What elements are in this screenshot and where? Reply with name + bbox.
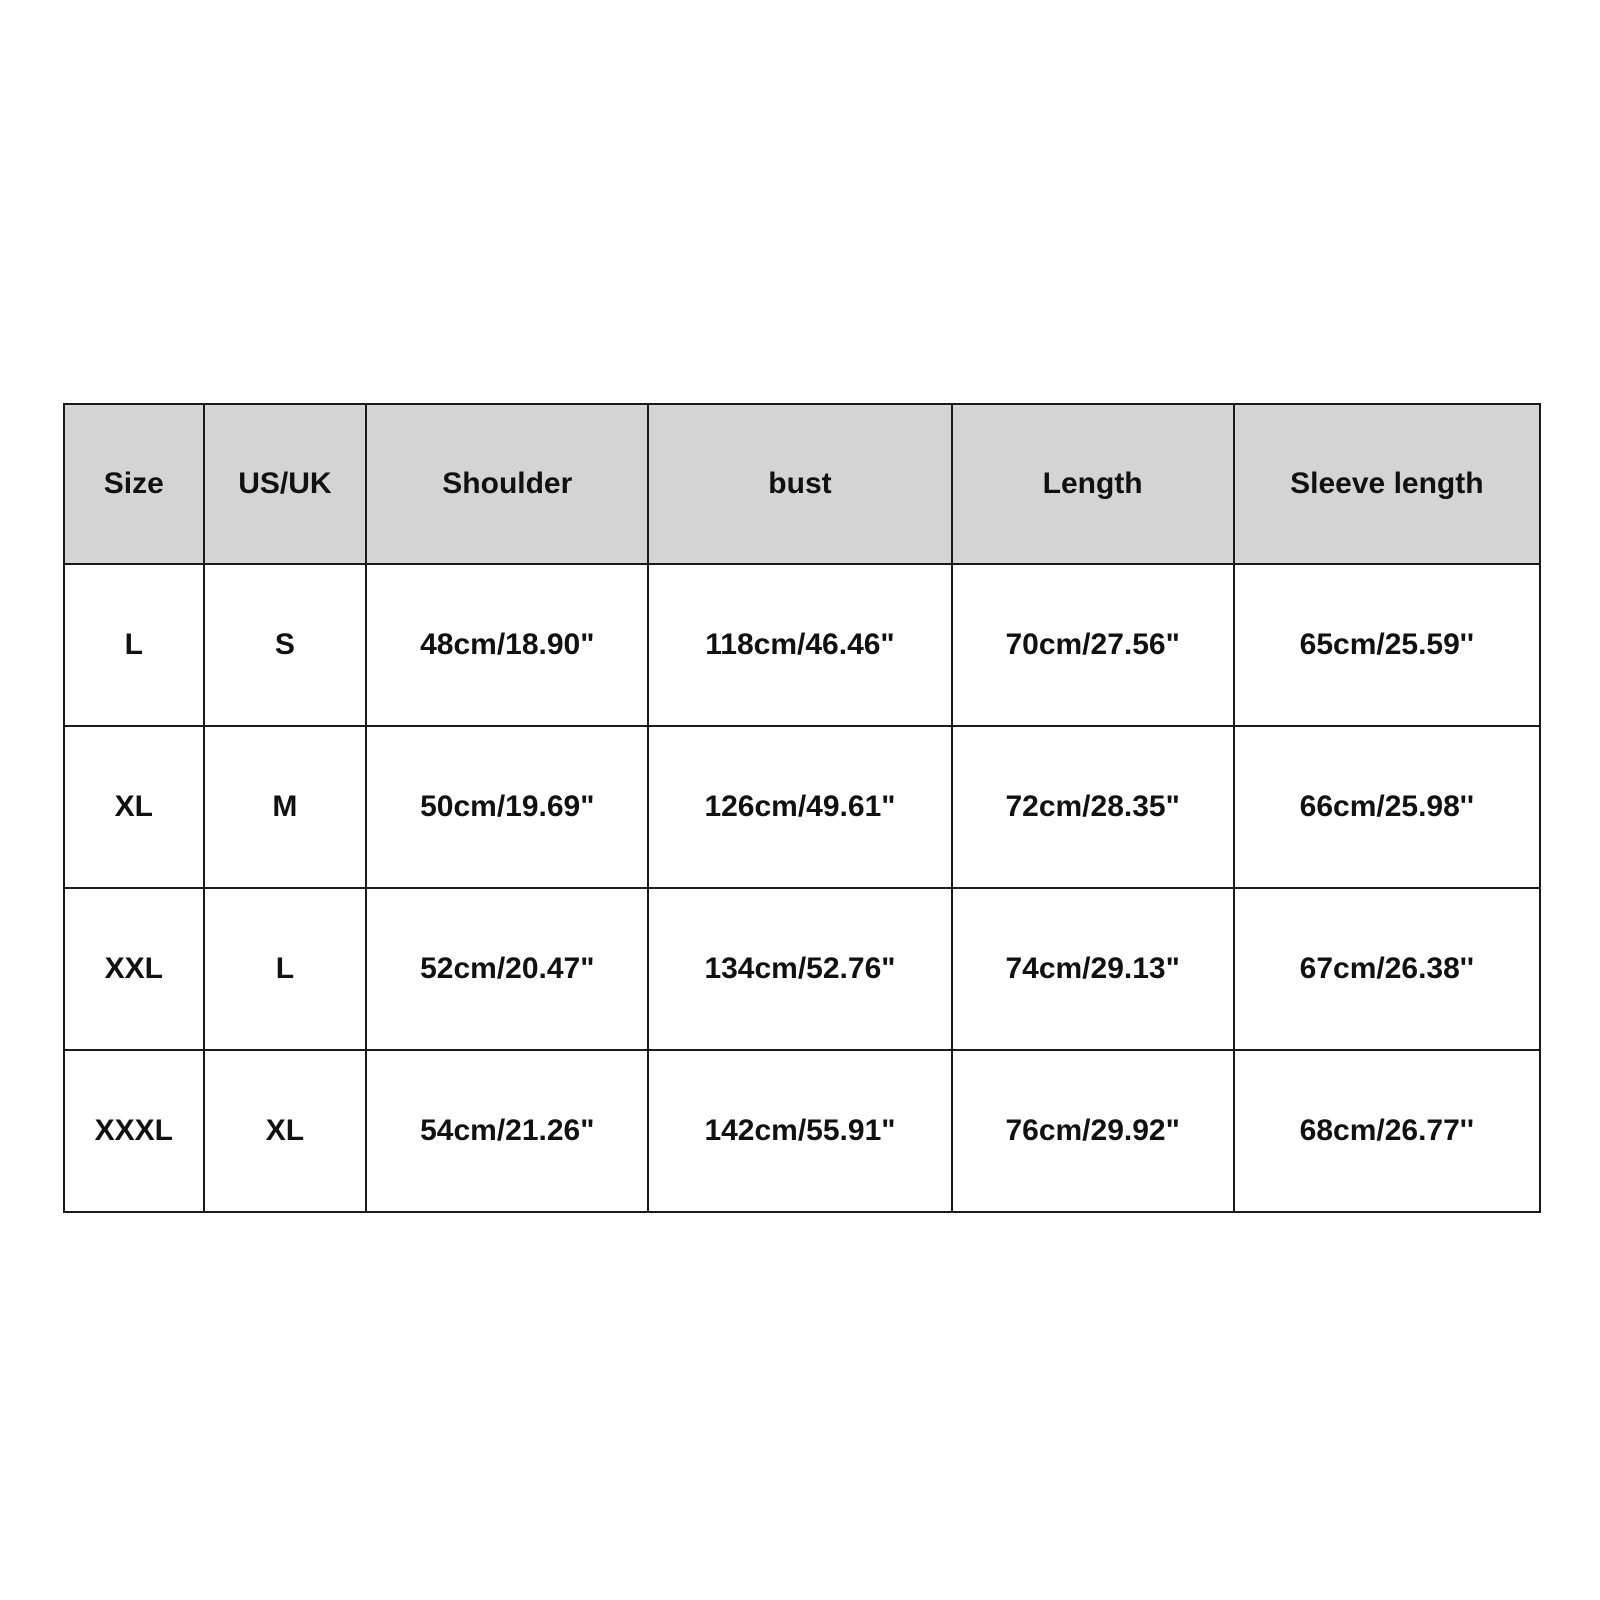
cell-shoulder: 48cm/18.90" bbox=[366, 564, 648, 726]
cell-bust: 126cm/49.61" bbox=[648, 726, 951, 888]
size-chart-table bbox=[63, 403, 1541, 1213]
cell-sleeve-length: 68cm/26.77'' bbox=[1234, 1050, 1540, 1212]
table-row bbox=[64, 564, 1540, 726]
header-size: Size bbox=[64, 404, 204, 564]
cell-shoulder: 52cm/20.47" bbox=[366, 888, 648, 1050]
cell-bust: 142cm/55.91" bbox=[648, 1050, 951, 1212]
table-row bbox=[64, 726, 1540, 888]
cell-sleeve-length: 66cm/25.98'' bbox=[1234, 726, 1540, 888]
cell-sleeve-length: 67cm/26.38'' bbox=[1234, 888, 1540, 1050]
header-sleeve-length: Sleeve length bbox=[1234, 404, 1540, 564]
table-row bbox=[64, 888, 1540, 1050]
cell-length: 74cm/29.13" bbox=[952, 888, 1234, 1050]
table-header bbox=[64, 404, 1540, 564]
cell-length: 70cm/27.56" bbox=[952, 564, 1234, 726]
cell-us-uk: S bbox=[204, 564, 367, 726]
cell-bust: 118cm/46.46" bbox=[648, 564, 951, 726]
cell-us-uk: M bbox=[204, 726, 367, 888]
cell-us-uk: XL bbox=[204, 1050, 367, 1212]
cell-us-uk: L bbox=[204, 888, 367, 1050]
table-body bbox=[64, 564, 1540, 1212]
cell-size: XXL bbox=[64, 888, 204, 1050]
cell-size: XL bbox=[64, 726, 204, 888]
cell-size: L bbox=[64, 564, 204, 726]
cell-shoulder: 50cm/19.69" bbox=[366, 726, 648, 888]
cell-bust: 134cm/52.76" bbox=[648, 888, 951, 1050]
cell-size: XXXL bbox=[64, 1050, 204, 1212]
header-shoulder: Shoulder bbox=[366, 404, 648, 564]
table-row bbox=[64, 1050, 1540, 1212]
header-length: Length bbox=[952, 404, 1234, 564]
cell-length: 72cm/28.35" bbox=[952, 726, 1234, 888]
header-us-uk: US/UK bbox=[204, 404, 367, 564]
header-row bbox=[64, 404, 1540, 564]
header-bust: bust bbox=[648, 404, 951, 564]
cell-sleeve-length: 65cm/25.59'' bbox=[1234, 564, 1540, 726]
cell-shoulder: 54cm/21.26" bbox=[366, 1050, 648, 1212]
cell-length: 76cm/29.92" bbox=[952, 1050, 1234, 1212]
